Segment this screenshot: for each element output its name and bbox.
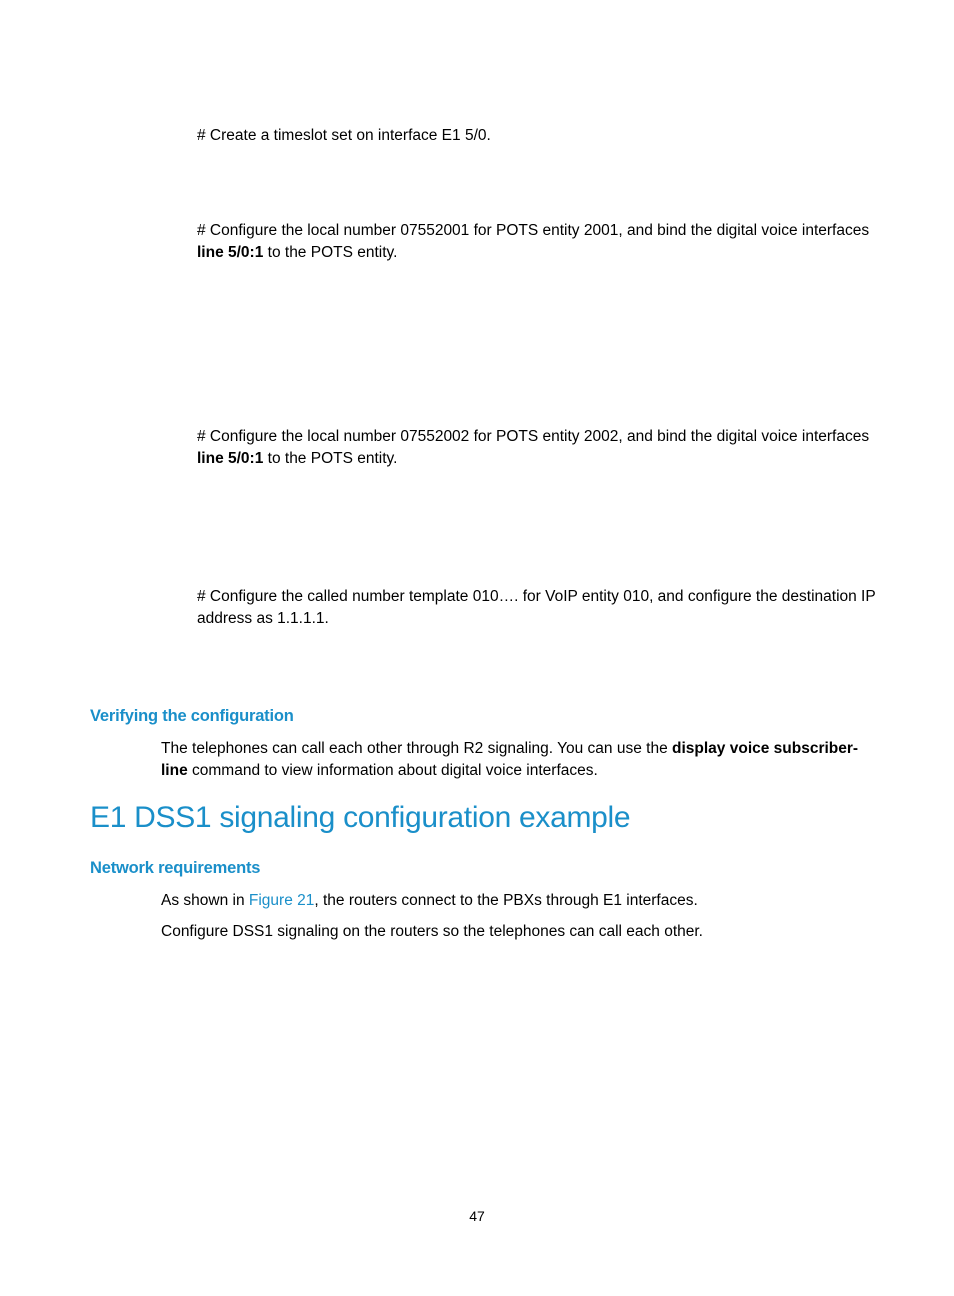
step-configure-pots-2001 (197, 220, 877, 264)
step4-text: # Configure the called number template 010…. for VoIP entity 010, and configure the destination IP address as 1.1.1.1. (197, 588, 876, 627)
verify-paragraph (161, 738, 881, 782)
netreq-p1-post: , the routers connect to the PBXs through E1 interfaces. (314, 892, 698, 909)
verify-text-pre: The telephones can call each other through R2 signaling. You can use the (161, 740, 673, 757)
heading-verifying: Verifying the configuration (90, 707, 294, 725)
netreq-paragraph-1 (161, 890, 881, 912)
verify-command: display voice subscriber-line (161, 740, 859, 779)
step3-text-post: to the POTS entity. (263, 450, 398, 467)
step-configure-pots-2002 (197, 426, 877, 470)
figure-21-link[interactable]: Figure 21 (248, 892, 315, 909)
step-create-timeslot (197, 125, 877, 147)
step3-text-pre: # Configure the local number 07552002 for POTS entity 2002, and bind the digital voice interfaces (197, 428, 870, 445)
verify-text-post: command to view information about digital voice interfaces. (187, 762, 598, 779)
netreq-p1-pre: As shown in (161, 892, 249, 909)
step1-text: # Create a timeslot set on interface E1 5/0. (197, 127, 491, 144)
page-number: 47 (469, 1208, 485, 1224)
netreq-p2-text: Configure DSS1 signaling on the routers so the telephones can call each other. (161, 923, 703, 940)
step2-text-pre: # Configure the local number 07552001 for POTS entity 2001, and bind the digital voice interfaces (197, 222, 870, 239)
section-title: E1 DSS1 signaling configuration example (90, 801, 631, 834)
step-configure-voip-010 (197, 586, 877, 630)
step2-text-post: to the POTS entity. (263, 244, 398, 261)
heading-network-requirements: Network requirements (90, 859, 261, 877)
step3-command: line 5/0:1 (197, 450, 264, 467)
netreq-paragraph-2 (161, 921, 881, 943)
step2-command: line 5/0:1 (197, 244, 264, 261)
